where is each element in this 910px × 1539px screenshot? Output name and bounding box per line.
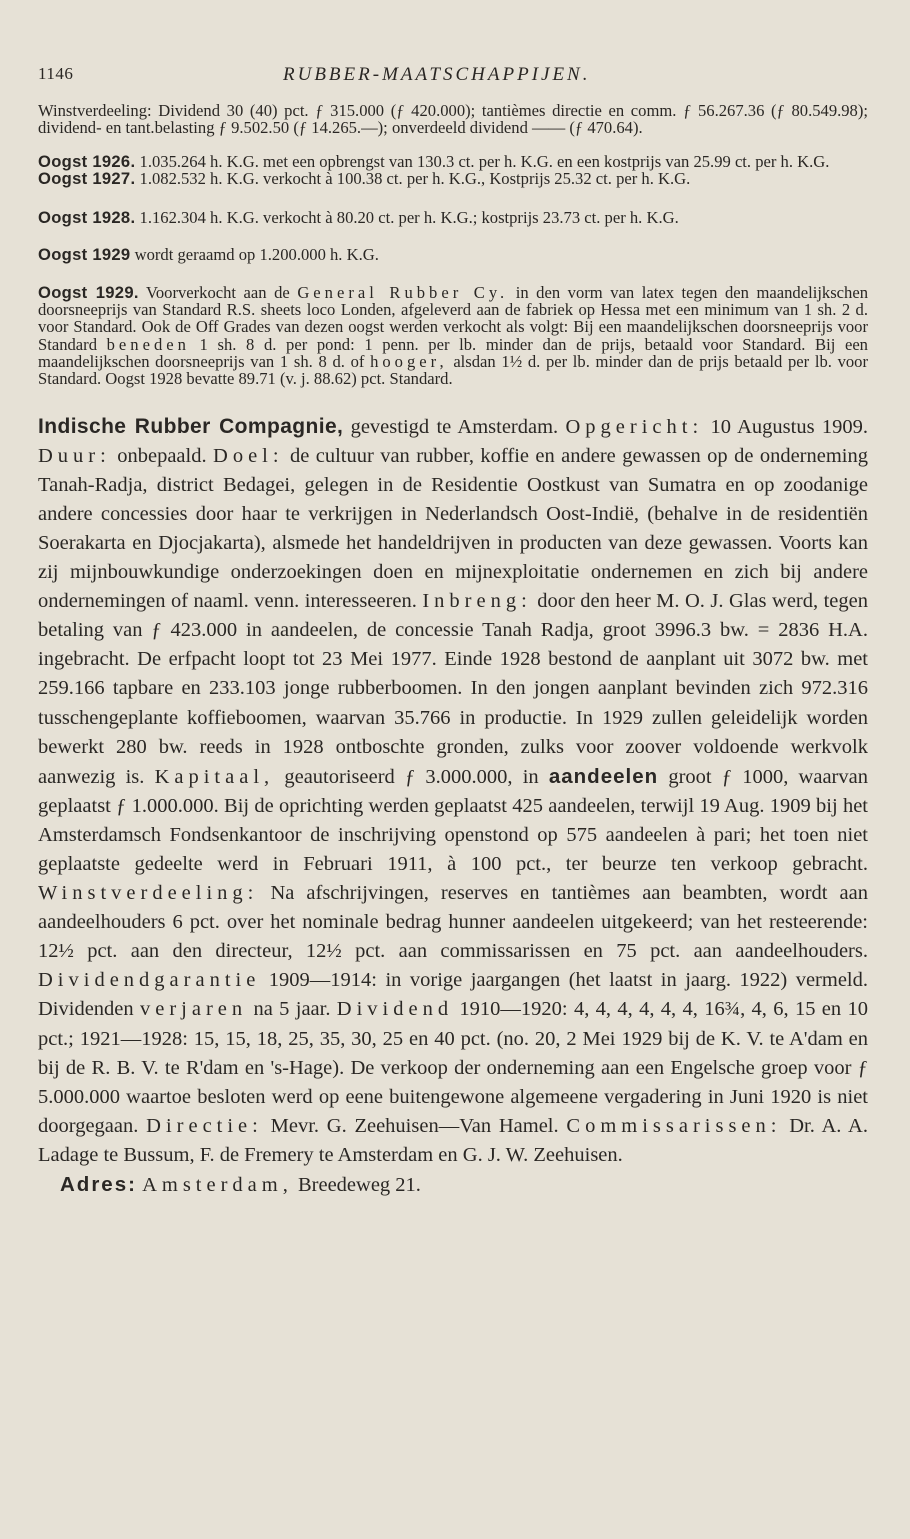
address-city: Amsterdam, bbox=[142, 1174, 293, 1196]
label-dividend: Dividend bbox=[336, 998, 454, 1021]
label-doel: Doel: bbox=[213, 444, 284, 467]
company-entry: Indische Rubber Compagnie, gevestigd te Amsterdam. Opgericht: 10 Augustus 1909. Duur: onbepaald. Doel: de cultuur van rubber, koffie en andere gewassen op de onderneming Tanah-Radja, district Bedagei, gelegen in de Residentie Oostkust van Sumatra en op zoodanige andere concessies door haar te verkrijgen in Nederlandsch Oost-Indië, (behalve in de residentiën Soerakarta en Djocjakarta), alsmede het handeldrijven in producten van deze gewassen. Voorts kan zij mijnbouwkundige onderzoekingen doen en mijnexploitatie ondernemen en zich bij andere ondernemingen of naaml. venn. interesseeren. Inbreng: door den heer M. O. J. Glas werd, tegen betaling van ƒ 423.000 in aandeelen, de concessie Tanah Radja, groot 3996.3 bw. = 2836 H.A. ingebracht. De erfpacht loopt tot 23 Mei 1977. Einde 1928 bestond de aanplant uit 3072 bw. met 259.166 tapbare en 233.103 jonge rubberboomen. In den jongen aanplant bevinden zich 972.316 tusschengeplante koffieboomen, waarvan 35.766 in productie. In 1929 zullen geleidelijk worden bewerkt 280 bw. reeds in 1928 ontboschte gronden, zulks voor zoover voldoende werkvolk aanwezig is. Kapitaal, geautoriseerd ƒ 3.000.000, in aandeelen groot ƒ 1000, waarvan geplaatst ƒ 1.000.000. Bij de oprichting werden geplaatst 425 aandeelen, terwijl 19 Aug. 1909 bij het Amsterdamsch Fondsenkantoor de inschrijving openstond op 575 aandeelen à pari; het toen niet geplaatste gedeelte werd in Februari 1911, à 100 pct., ter beurze ten verkoop gebracht. Winstverdeeling: Na afschrijvingen, reserves en tantièmes aan beambten, wordt aan aandeelhouders 6 pct. over het nominale bedrag hunner aandeelen uitgekeerd; van het resteerende: 12½ pct. aan den directeur, 12½ pct. aan commissarissen en 75 pct. aan aandeelhouders. Dividendgarantie 1909—1914: in vorige jaargangen (het laatst in jaarg. 1922) vermeld. Dividenden verjaren na 5 jaar. Dividend 1910—1920: 4, 4, 4, 4, 4, 4, 16¾, 4, 6, 15 en 10 pct.; 1921—1928: 15, 15, 18, 25, 35, 30, 25 en 40 pct. (no. 20, 2 Mei 1929 bij de K. V. te A'dam en bij de R. B. V. te R'dam en 's-Hage). De verkoop der onderneming aan een Engelsche groep voor ƒ 5.000.000 waartoe besloten werd op eene buitengewone algemeene vergadering in Juni 1920 is niet doorgegaan. Directie: Mevr. G. Zeehuisen—Van Hamel. Commissarissen: Dr. A. A. Ladage te Bussum, F. de Fremery te Amsterdam en G. J. W. Zeehuisen. bbox=[38, 414, 869, 1166]
general-rubber-name: General Rubber Cy. bbox=[297, 282, 509, 302]
oogst-1928-heading: Oogst 1928. bbox=[38, 208, 136, 228]
oogst-1929-sale-paragraph: Oogst 1929. Voorverkocht aan de General Rubber Cy. in den vorm van latex tegen den maandelijkschen doorsneeprijs van Standard R.S. sheets loco Londen, afgeleverd aan de fabriek op Hessa met een minimum van 1 sh. 2 d. voor Standard. Ook de Off Grades van dezen oogst werden verkocht als volgt: Bij een maandelijkschen doorsneeprijs voor Standard beneden 1 sh. 8 d. per pond: 1 penn. per lb. minder dan de prijs, betaald voor Standard. Bij een maandelijkschen doorsneeprijs van 1 sh. 8 d. of hooger, alsdan 1½ d. per lb. minder dan de prijs betaald per lb. voor Standard. Oogst 1928 bevatte 89.71 (v. j. 88.62) pct. Standard. bbox=[38, 282, 869, 389]
oogst-1929-sale-heading: Oogst 1929. bbox=[38, 282, 139, 302]
label-inbreng: Inbreng: bbox=[422, 590, 532, 613]
label-aandeelen: aandeelen bbox=[548, 764, 659, 788]
oogst-1927-heading: Oogst 1927. bbox=[38, 168, 136, 188]
label-directie: Directie: bbox=[146, 1114, 263, 1137]
running-head: RUBBER-MAATSCHAPPIJEN. bbox=[283, 64, 591, 85]
label-adres: Adres: bbox=[60, 1173, 137, 1196]
label-opgericht: Opgericht: bbox=[565, 415, 704, 438]
address-line bbox=[38, 1170, 868, 1200]
oogst-1929-estimate-paragraph: Oogst 1929 wordt geraamd op 1.200.000 h. K.G. bbox=[38, 245, 379, 265]
page-number: 1146 bbox=[38, 64, 74, 83]
label-kapitaal: Kapitaal, bbox=[154, 765, 275, 788]
address-street: Breedeweg 21. bbox=[292, 1174, 421, 1196]
page-header bbox=[38, 58, 868, 102]
label-dividendgarantie: Dividendgarantie bbox=[38, 969, 261, 992]
oogst-1928-paragraph: Oogst 1928. 1.162.304 h. K.G. verkocht à 80.20 ct. per h. K.G.; kostprijs 23.73 ct. per h. K.G. bbox=[38, 208, 679, 228]
oogst-1926-heading: Oogst 1926. bbox=[38, 151, 136, 171]
oogst-1927-paragraph: Oogst 1927. 1.082.532 h. K.G. verkocht à 100.38 ct. per h. K.G., Kostprijs 25.32 ct. per h. K.G. bbox=[38, 168, 691, 188]
label-winstverdeeling: Winstverdeeling: bbox=[38, 882, 259, 905]
oogst-1929-heading: Oogst 1929 bbox=[38, 245, 131, 265]
winstverdeeling-paragraph: Winstverdeeling: Dividend 30 (40) pct. ƒ 315.000 (ƒ 420.000); tantièmes directie en comm. ƒ 56.267.36 (ƒ 80.549.98); dividend- en tant.belasting ƒ 9.502.50 (ƒ 14.265.—); onverdeeld dividend —— (ƒ 470.64). bbox=[38, 101, 868, 138]
label-duur: Duur: bbox=[38, 444, 111, 467]
oogst-1926-paragraph: Oogst 1926. 1.035.264 h. K.G. met een opbrengst van 130.3 ct. per h. K.G. en een kostprijs van 25.99 ct. per h. K.G. bbox=[38, 151, 830, 171]
label-verjaren: verjaren bbox=[139, 998, 248, 1021]
company-name: Indische Rubber Compagnie, bbox=[38, 414, 344, 438]
label-commissarissen: Commissarissen: bbox=[566, 1114, 782, 1137]
